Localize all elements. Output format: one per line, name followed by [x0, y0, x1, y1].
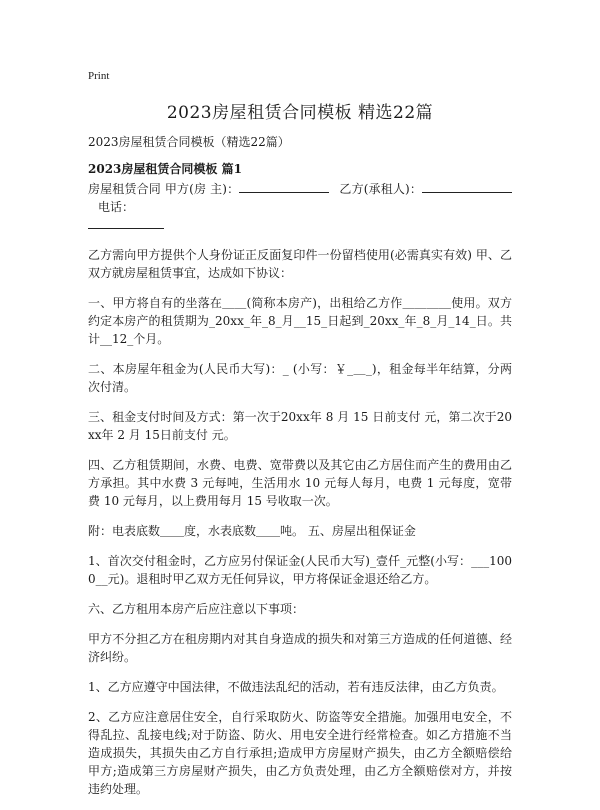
parties-line [88, 180, 512, 234]
paragraph: 六、乙方租用本房产后应注意以下事项： [88, 602, 305, 616]
phone-label: 电话： [98, 200, 135, 214]
landlord-blank [239, 180, 329, 193]
paragraph: 四、乙方租赁期间，水费、电费、宽带费以及其它由乙方居住而产生的费用由乙方承担。其中水费 3 元每吨，生活用水 10 元每人每月，电费 1 元每度，宽带费 10 元每月，以上费用每月 15 号收取一次。 [88, 458, 512, 508]
phone-blank [88, 216, 164, 229]
paragraph: 三、租金支付时间及方式：第一次于20xx年 8 月 15 日前支付 元，第二次于20xx年 2 月 15日前支付 元。 [88, 410, 512, 442]
document-subtitle: 2023房屋租赁合同模板（精选22篇） [88, 135, 290, 149]
landlord-label: 房屋租赁合同 甲方(房 主)： [88, 182, 240, 196]
paragraph: 甲方不分担乙方在租房期内对其自身造成的损失和对第三方造成的任何道德、经济纠纷。 [88, 632, 512, 664]
paragraph: 1、首次交付租金时，乙方应另付保证金(人民币大写)_壹仟_元整(小写：___1000__元)。退租时甲乙双方无任何异议，甲方将保证金退还给乙方。 [88, 554, 512, 586]
page-title: 2023房屋租赁合同模板 精选22篇 [166, 103, 434, 123]
paragraph: 二、本房屋年租金为(人民币大写)：_ (小写：￥_＿_)，租金每半年结算，分两次付清。 [88, 362, 512, 394]
paragraph: 一、甲方将自有的坐落在＿＿(简称本房产)，出租给乙方作＿＿＿＿使用。双方约定本房产的租赁期为_20xx_年_8_月__15_日起到_20xx_年_8_月_14_日。共计__12_个月。 [88, 296, 512, 346]
tenant-blank [422, 180, 512, 193]
section-heading: 2023房屋租赁合同模板 篇1 [88, 162, 242, 176]
tenant-label: 乙方(承租人)： [339, 182, 422, 196]
paragraph: 附：电表底数＿＿度，水表底数＿＿吨。 五、房屋出租保证金 [88, 524, 416, 538]
paragraph: 1、乙方应遵守中国法律，不做违法乱纪的活动，若有违反法律，由乙方负责。 [88, 680, 504, 694]
paragraph: 乙方需向甲方提供个人身份证正反面复印件一份留档使用(必需真实有效) 甲、乙双方就房屋租赁事宜，达成如下协议： [88, 248, 512, 280]
document-body [88, 180, 512, 810]
paragraph: 2、乙方应注意居住安全，自行采取防火、防盗等安全措施。加强用电安全，不得乱拉、乱接电线;对于防盗、防火、用电安全进行经常检查。如乙方措施不当造成损失，其损失由乙方自行承担;造成甲方房屋财产损失，由乙方全额赔偿给甲方;造成第三方房屋财产损失，由乙方负责处理，由乙方全额赔偿对方，并按违约处理。 [88, 710, 512, 796]
print-label: Print [88, 70, 110, 82]
